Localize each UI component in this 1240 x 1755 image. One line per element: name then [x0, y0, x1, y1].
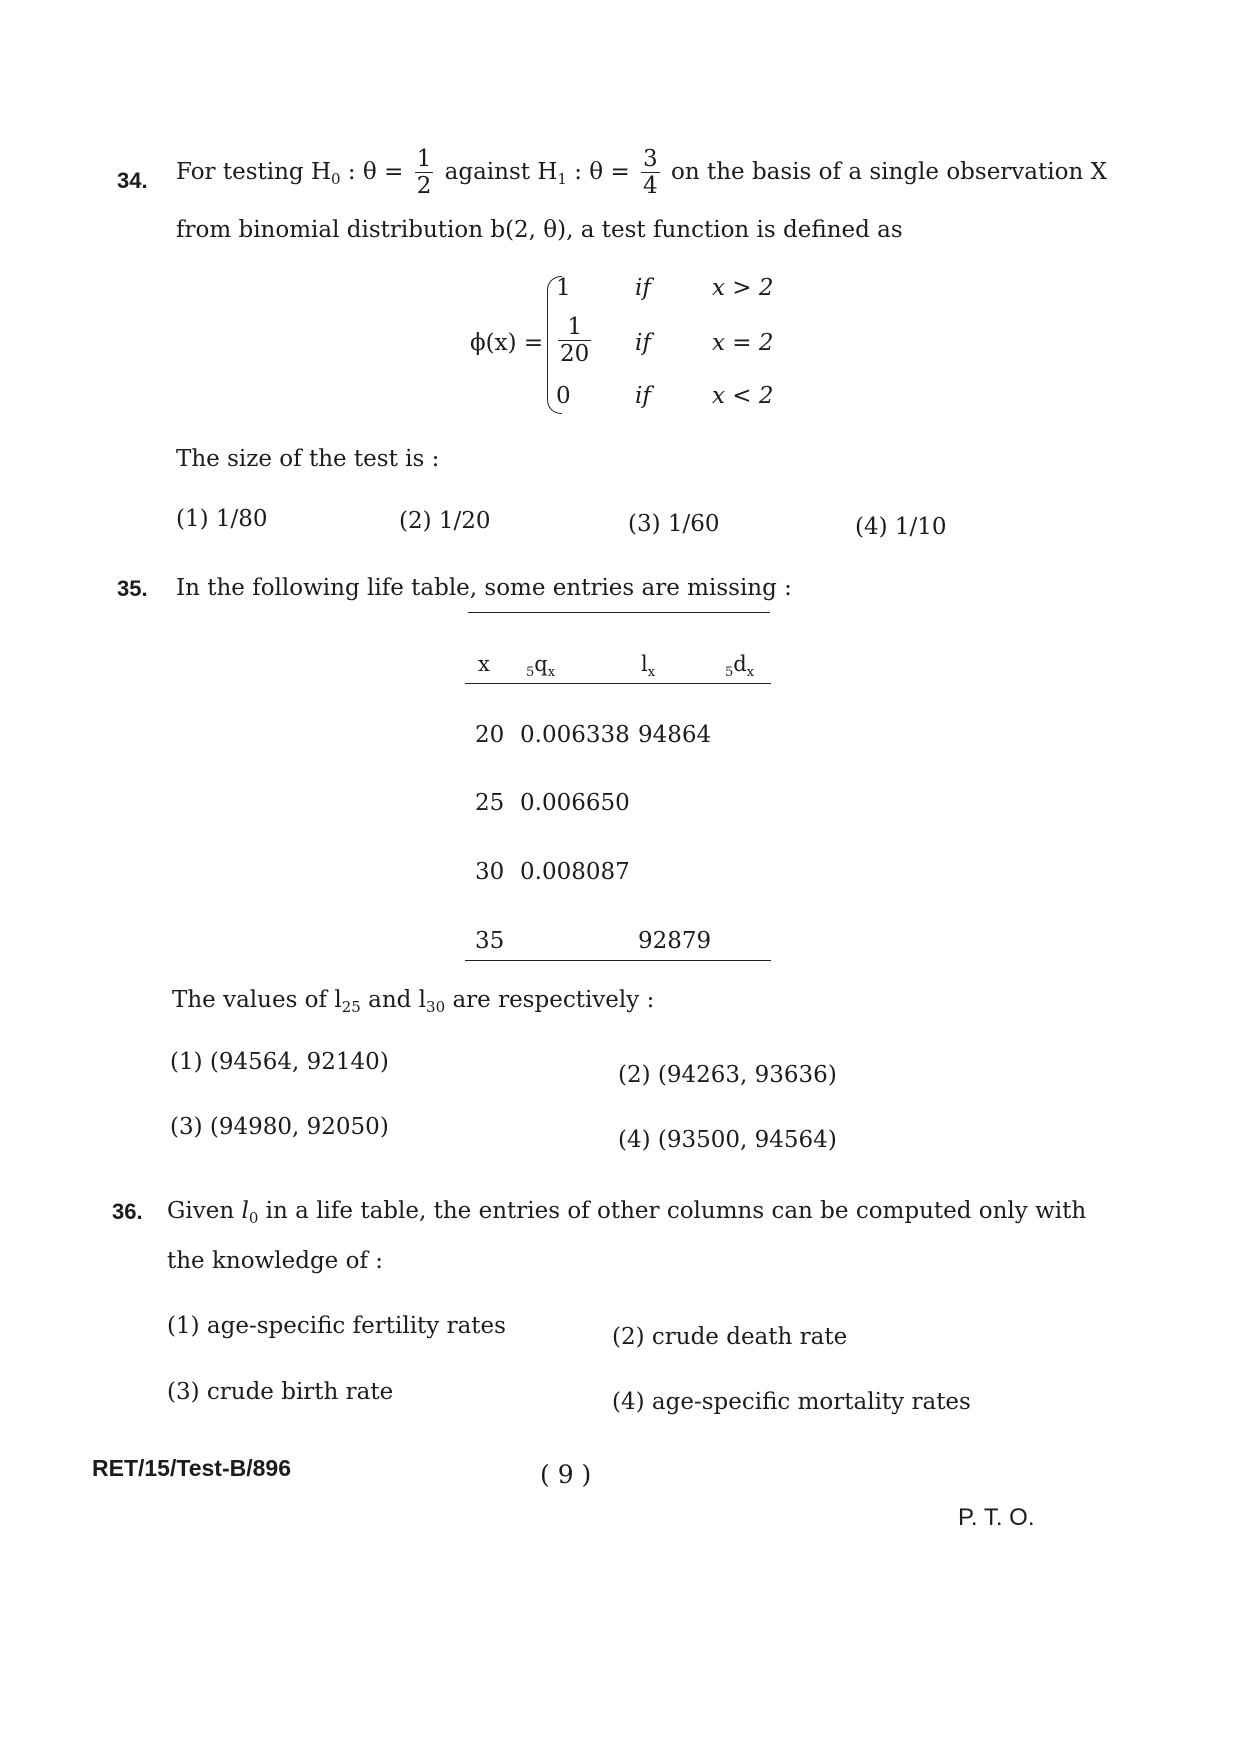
q34-option-3[interactable]: (3) 1/60 [628, 511, 720, 537]
question-35-number: 35. [117, 576, 148, 601]
table-header-d: $_5d_x$ [725, 652, 755, 680]
q36-option-2[interactable]: (2) crude death rate [612, 1324, 848, 1350]
question-36-stem-line2: the knowledge of : [167, 1248, 384, 1274]
case-1-value: 1 [556, 275, 571, 301]
table-row-4-l: 92879 [638, 928, 712, 954]
q36-option-1[interactable]: (1) age-specific fertility rates [167, 1313, 506, 1339]
question-34-stem-line2: from binomial distribution b(2, θ), a test function is defined as [176, 217, 903, 243]
phi-label: ϕ(x) = [470, 330, 544, 356]
table-row-4-x: 35 [475, 928, 505, 954]
table-row-3-x: 30 [475, 859, 505, 885]
q35-option-3[interactable]: (3) (94980, 92050) [170, 1114, 389, 1140]
table-row-1-l: 94864 [638, 722, 712, 748]
case-3-if: if [635, 383, 651, 409]
q35-option-4[interactable]: (4) (93500, 94564) [618, 1127, 837, 1153]
q36-option-3[interactable]: (3) crude birth rate [167, 1379, 394, 1405]
question-36-stem: Given $l_0$ in a life table, the entries of other columns can be computed only with [167, 1198, 1087, 1227]
fraction-h1: $\frac{3}{4}$ [643, 146, 658, 200]
table-bottom-rule [465, 960, 771, 961]
question-34-stem: For testing $H_0$ : θ = $\frac{1}{2}$ against $H_1$ : θ = $\frac{3}{4}$ on the basis of a single observation X [176, 146, 1107, 200]
please-turn-over: P. T. O. [958, 1504, 1035, 1531]
case-2-value: $\frac{1}{20}$ [560, 314, 590, 368]
case-3-value: 0 [556, 383, 571, 409]
page-number: ( 9 ) [540, 1460, 592, 1489]
fraction-h0: $\frac{1}{2}$ [416, 146, 432, 200]
stem-underline [468, 612, 770, 613]
question-34-prompt: The size of the test is : [176, 446, 440, 472]
question-34-number: 34. [117, 168, 148, 193]
q34-option-2[interactable]: (2) 1/20 [399, 508, 491, 534]
table-header-x: x [478, 652, 490, 676]
table-row-3-q: 0.008087 [520, 859, 630, 885]
table-row-2-x: 25 [475, 790, 505, 816]
table-header-q: $_5q_x$ [526, 652, 556, 680]
table-row-2-q: 0.006650 [520, 790, 630, 816]
case-2-if: if [635, 330, 651, 356]
question-35-prompt: The values of $l_{25}$ and $l_{30}$ are respectively : [172, 987, 655, 1016]
q35-option-1[interactable]: (1) (94564, 92140) [170, 1049, 389, 1075]
case-3-condition: x < 2 [712, 383, 774, 409]
table-header-rule [465, 683, 771, 684]
case-1-if: if [635, 275, 651, 301]
table-header-l: $l_x$ [641, 652, 656, 680]
q34-option-1[interactable]: (1) 1/80 [176, 506, 268, 532]
case-1-condition: x > 2 [712, 275, 774, 301]
table-row-1-q: 0.006338 [520, 722, 630, 748]
paper-code: RET/15/Test-B/896 [92, 1455, 291, 1481]
table-row-1-x: 20 [475, 722, 505, 748]
question-36-number: 36. [112, 1199, 143, 1224]
q34-option-4[interactable]: (4) 1/10 [855, 514, 947, 540]
question-35-stem: In the following life table, some entries are missing : [176, 575, 792, 601]
q36-option-4[interactable]: (4) age-specific mortality rates [612, 1389, 971, 1415]
q35-option-2[interactable]: (2) (94263, 93636) [618, 1062, 837, 1088]
case-2-condition: x = 2 [712, 330, 774, 356]
